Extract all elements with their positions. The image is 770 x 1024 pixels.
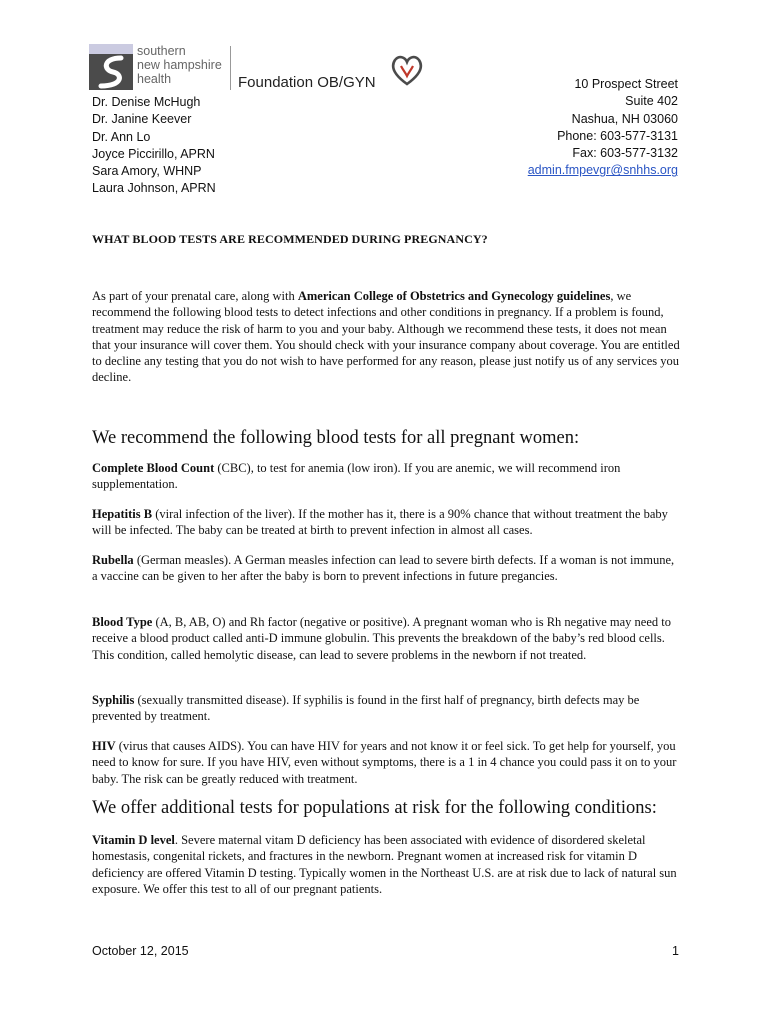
test-item <box>92 552 682 585</box>
heart-hands-icon <box>389 52 425 88</box>
test-item <box>92 832 682 897</box>
test-description: . Severe maternal vitam D deficiency has been associated with evidence of disordered skeletal homestasis, congenital rickets, and fractures in the newborn. Pregnant women at increased risk for vitamin D deficiency are offered Vitamin D testing. Typically women in the Northeast U.S. are at risk due to lack of natural sun exposure. We offer this test to all of our pregnant patients. <box>92 833 677 896</box>
street-address: 10 Prospect Street <box>574 77 678 91</box>
test-name: Syphilis <box>92 693 135 707</box>
provider-name: Sara Amory, WHNP <box>92 164 202 179</box>
provider-name: Dr. Denise McHugh <box>92 95 201 109</box>
test-item <box>92 460 682 493</box>
test-description: (German measles). A German measles infection can lead to severe birth defects. If a woman is not immune, a vaccine can be given to her after the baby is born to prevent infections in future pregancies. <box>92 553 675 584</box>
test-item <box>92 692 682 725</box>
fax-number: Fax: 603-577-3132 <box>572 146 678 161</box>
intro-emphasis: American College of Obstetrics and Gynecology guidelines <box>297 289 611 303</box>
provider-name: Dr. Ann Lo <box>92 129 151 144</box>
provider-list <box>92 94 216 198</box>
org-line: health <box>137 72 172 86</box>
org-line: new hampshire <box>137 58 222 72</box>
test-name: Rubella <box>92 553 134 567</box>
test-name: Vitamin D level <box>92 833 175 847</box>
test-name: HIV <box>92 739 116 753</box>
organization-name <box>137 44 222 86</box>
logo-divider <box>230 46 231 90</box>
page-number: 1 <box>672 944 679 958</box>
department-name: Foundation OB/GYN <box>238 74 376 91</box>
test-description: (viral infection of the liver). If the mother has it, there is a 90% chance that without treatment the baby will be infected. The baby can be treated at birth to prevent infection in almost all cases. <box>92 507 668 538</box>
test-item <box>92 506 682 539</box>
test-name: Blood Type <box>92 615 153 629</box>
test-item <box>92 614 682 663</box>
intro-text: As part of your prenatal care, along with <box>92 289 298 303</box>
test-description: (virus that causes AIDS). You can have HIV for years and not know it or feel sick. To get help for yourself, you need to know for sure. If you have HIV, even without symptoms, there is a 1 in 4 chance you could pass it on to your baby. The risk can be greatly reduced with treatment. <box>92 739 677 786</box>
provider-name: Joyce Piccirillo, APRN <box>92 146 215 161</box>
phone-number: Phone: 603-577-3131 <box>557 128 678 143</box>
section-heading-all: We recommend the following blood tests for all pregnant women: <box>92 428 580 448</box>
page-title: WHAT BLOOD TESTS ARE RECOMMENDED DURING PREGNANCY? <box>92 232 488 246</box>
intro-text: , we recommend the following blood tests to detect infections and other conditions in pregnancy. If a problem is found, treatment may reduce the risk of harm to you and your baby. Although we recommend these tests, it does not mean that your insurance will cover them. You should check with your insurance company about coverage. You are entitled to decline any testing that you do not wish to have performed for any reason, please just notify us of any services you decline. <box>92 289 680 385</box>
test-description: (sexually transmitted disease). If syphilis is found in the first half of pregnancy, birth defects may be prevented by treatment. <box>92 693 640 724</box>
organization-logo <box>89 44 249 92</box>
email-link[interactable]: admin.fmpevgr@snhhs.org <box>527 163 678 178</box>
test-name: Complete Blood Count <box>92 461 215 475</box>
suite: Suite 402 <box>625 94 678 109</box>
org-line: southern <box>137 44 186 58</box>
test-description: (A, B, AB, O) and Rh factor (negative or positive). A pregnant woman who is Rh negative may need to receive a blood product called anti-D immune globulin. This prevents the breakdown of the baby’s red blood cells. This condition, called hemolytic disease, can lead to severe problems in the newborn if not treated. <box>92 615 671 662</box>
snhh-logo-mark-icon <box>89 44 133 90</box>
test-item <box>92 738 682 787</box>
contact-block <box>528 76 678 180</box>
city-state-zip: Nashua, NH 03060 <box>571 111 678 126</box>
provider-name: Laura Johnson, APRN <box>92 181 216 196</box>
section-heading-risk: We offer additional tests for populations at risk for the following conditions: <box>92 798 657 818</box>
test-name: Hepatitis B <box>92 507 153 521</box>
test-description: (CBC), to test for anemia (low iron). If you are anemic, we will recommend iron supplementation. <box>92 461 621 492</box>
provider-name: Dr. Janine Keever <box>92 112 192 127</box>
intro-paragraph <box>92 288 682 386</box>
footer-date: October 12, 2015 <box>92 944 189 958</box>
